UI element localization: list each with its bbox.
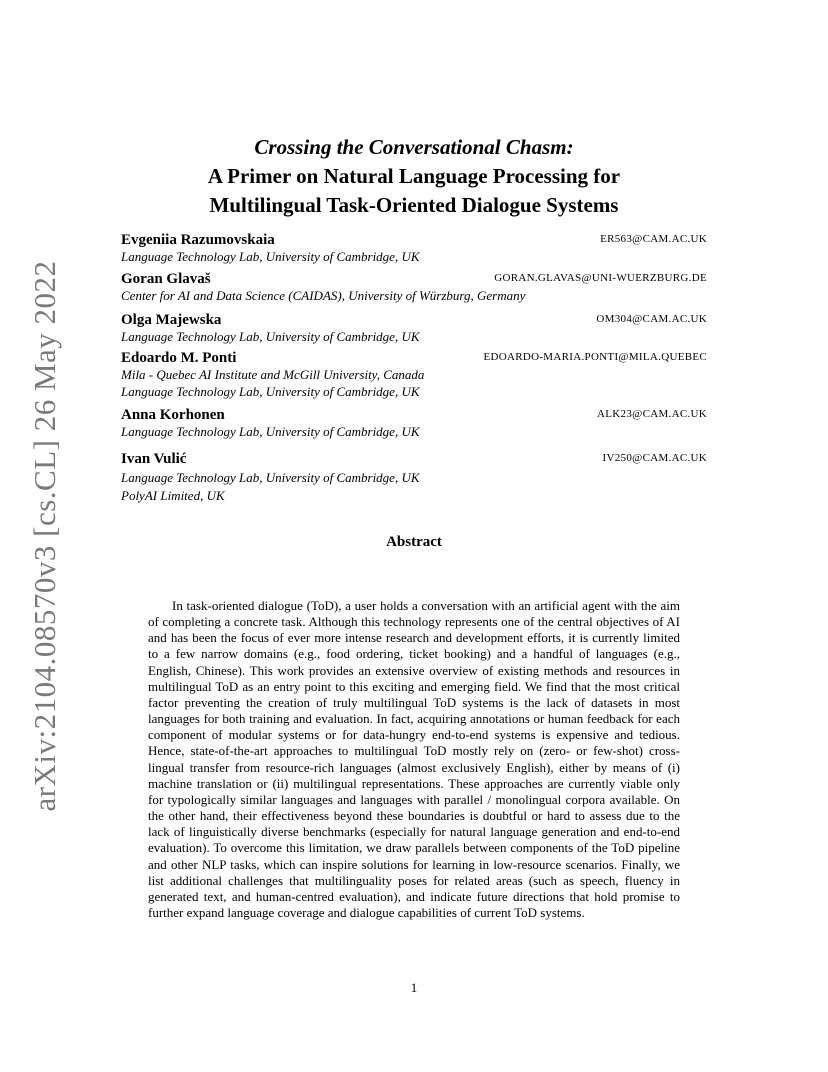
abstract-text: In task-oriented dialogue (ToD), a user holds a conversation with an artificial agent with the aim of completing a concrete task. Although this technology represents one of the central objectives of AI and has been the focus of ever more intense research and development efforts, it is currently limited to a few narrow domains (e.g., food ordering, ticket booking) and a handful of languages (e.g., English, Chinese). This work provides an extensive overview of existing methods and resources in multilingual ToD as an entry point to this exciting and emerging field. We find that the most critical factor preventing the creation of truly multilingual ToD systems is the lack of datasets in most languages for both training and evaluation. In fact, acquiring annotations or human feedback for each component of modular systems or for data-hungry end-to-end systems is expensive and tedious. Hence, state-of-the-art approaches to multilingual ToD mostly rely on (zero- or few-shot) cross-lingual transfer from resource-rich languages (almost exclusively English), either by means of (i) machine translation or (ii) multilingual representations. These approaches are currently viable only for typologically similar languages and languages with parallel / monolingual corpora available. On the other hand, their effectiveness beyond these boundaries is doubtful or hard to assess due to the lack of linguistically diverse benchmarks (especially for natural language generation and end-to-end evaluation). To overcome this limitation, we draw parallels between components of the ToD pipeline and other NLP tasks, which can inspire solutions for learning in low-resource scenarios. Finally, we list additional challenges that multilinguality poses for related areas (such as speech, fluency in generated text, and human-centred evaluation), and indicate future directions that hold promise to further expand language coverage and dialogue capabilities of current ToD systems. bbox=[148, 598, 680, 920]
author-name: Olga Majewska bbox=[121, 312, 222, 328]
author-affiliation: Language Technology Lab, University of Cambridge, UK bbox=[121, 470, 420, 485]
author-affiliation: Mila - Quebec AI Institute and McGill University, Canada bbox=[121, 367, 425, 382]
title-line-2: A Primer on Natural Language Processing for bbox=[207, 164, 621, 188]
title-line-1: Crossing the Conversational Chasm: bbox=[254, 135, 574, 159]
author-email[interactable]: IV250@CAM.AC.UK bbox=[602, 452, 707, 464]
author-affiliation: Language Technology Lab, University of Cambridge, UK bbox=[121, 424, 420, 439]
author-email[interactable]: OM304@CAM.AC.UK bbox=[596, 313, 707, 325]
author-email[interactable]: EDOARDO-MARIA.PONTI@MILA.QUEBEC bbox=[483, 351, 707, 363]
author-name: Goran Glavaš bbox=[121, 271, 211, 287]
author-affiliation: Language Technology Lab, University of Cambridge, UK bbox=[121, 249, 420, 264]
author-affiliation: Language Technology Lab, University of Cambridge, UK bbox=[121, 329, 420, 344]
author-name: Edoardo M. Ponti bbox=[121, 350, 237, 366]
author-affiliation: PolyAI Limited, UK bbox=[121, 488, 225, 503]
paper-title bbox=[0, 133, 828, 220]
title-line-3: Multilingual Task-Oriented Dialogue Systems bbox=[209, 193, 619, 217]
arxiv-identifier-text: arXiv:2104.08570v3 [cs.CL] 26 May 2022 bbox=[27, 260, 62, 812]
page-number: 1 bbox=[410, 980, 418, 995]
author-affiliation: Center for AI and Data Science (CAIDAS), University of Würzburg, Germany bbox=[121, 288, 526, 303]
author-name: Evgeniia Razumovskaia bbox=[121, 232, 275, 248]
author-email[interactable]: GORAN.GLAVAS@UNI-WUERZBURG.DE bbox=[494, 272, 707, 284]
author-affiliation: Language Technology Lab, University of Cambridge, UK bbox=[121, 384, 420, 399]
author-email[interactable]: ALK23@CAM.AC.UK bbox=[597, 408, 707, 420]
abstract-heading: Abstract bbox=[386, 534, 442, 550]
author-name: Ivan Vulić bbox=[121, 451, 187, 467]
author-name: Anna Korhonen bbox=[121, 407, 225, 423]
author-email[interactable]: ER563@CAM.AC.UK bbox=[600, 233, 707, 245]
